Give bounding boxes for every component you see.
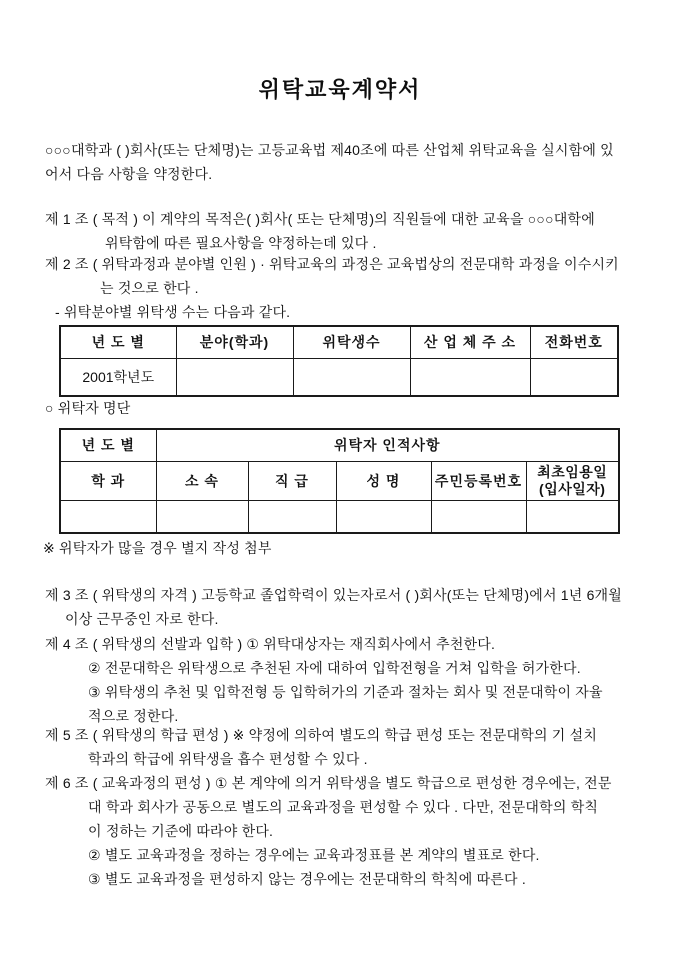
article-1-line-2: 위탁함에 따른 필요사항을 약정하는데 있다 .	[105, 235, 377, 251]
roster-top-header-row	[60, 429, 619, 461]
article-6-line-5: ③ 별도 교육과정을 편성하지 않는 경우에는 전문대학의 학칙에 따른다 .	[88, 871, 526, 887]
article-5	[45, 723, 646, 771]
article-3	[45, 583, 646, 631]
cell-field	[176, 358, 293, 396]
roster-label-text: ○ 위탁자 명단	[45, 400, 131, 416]
attachment-note-text: ※ 위탁자가 많을 경우 별지 작성 첨부	[43, 540, 272, 556]
header-affiliation: 소 속	[156, 461, 248, 500]
article-6-line-3: 이 정하는 기준에 따라야 한다.	[88, 823, 274, 839]
article-2-line-1: 제 2 조 ( 위탁과정과 분야별 인원 ) · 위탁교육의 과정은 교육법상의 전문대학 과정을 이수시키	[45, 256, 619, 272]
header-first-appointment	[526, 461, 619, 500]
article-6-line-4: ② 별도 교육과정을 정하는 경우에는 교육과정표를 본 계약의 별표로 한다.	[88, 847, 540, 863]
header-first-appointment-line-2: (입사일자)	[539, 480, 606, 497]
cell-name	[336, 500, 431, 533]
roster-label	[45, 396, 130, 420]
trainee-count-data-row	[60, 358, 618, 396]
article-1	[45, 207, 646, 255]
cell-first-appointment	[526, 500, 619, 533]
roster-sub-header-row	[60, 461, 619, 500]
article-5-line-2: 학과의 학급에 위탁생을 흡수 편성할 수 있다 .	[88, 751, 368, 767]
header-position: 직 급	[248, 461, 336, 500]
article-2-dash-line: - 위탁분야별 위탁생 수는 다음과 같다.	[55, 304, 291, 320]
header-first-appointment-line-1: 최초임용일	[537, 463, 608, 480]
header-personal-info: 위탁자 인적사항	[156, 429, 619, 461]
cell-company-address	[410, 358, 530, 396]
article-3-line-2: 이상 근무중인 자로 한다.	[65, 611, 219, 627]
article-4-line-2: ② 전문대학은 위탁생으로 추천된 자에 대하여 입학전형을 거쳐 입학을 허가한다.	[88, 660, 581, 676]
article-6	[45, 771, 646, 891]
trainee-roster-table	[59, 428, 620, 534]
header-resident-id: 주민등록번호	[431, 461, 526, 500]
header-department: 학 과	[60, 461, 156, 500]
cell-trainee-count	[293, 358, 410, 396]
article-4-line-3: ③ 위탁생의 추천 및 입학전형 등 입학허가의 기준과 절차는 회사 및 전문대학이 자율	[88, 684, 603, 700]
trainee-count-header-row	[60, 326, 618, 358]
cell-position	[248, 500, 336, 533]
header-company-address: 산 업 체 주 소	[410, 326, 530, 358]
document-title: 위탁교육계약서	[258, 77, 422, 102]
header-year-group: 년 도 별	[60, 429, 156, 461]
article-6-line-2: 대 학과 회사가 공동으로 별도의 교육과정을 편성할 수 있다 . 다만, 전문대학의 학칙	[88, 799, 599, 815]
header-year: 년 도 별	[60, 326, 176, 358]
article-2-line-2: 는 것으로 한다 .	[100, 280, 199, 296]
cell-affiliation	[156, 500, 248, 533]
intro-paragraph	[45, 138, 646, 186]
article-2	[45, 252, 646, 324]
article-5-line-1: 제 5 조 ( 위탁생의 학급 편성 ) ※ 약정에 의하여 별도의 학급 편성 또는 전문대학의 기 설치	[45, 727, 598, 743]
cell-department	[60, 500, 156, 533]
attachment-note	[43, 536, 272, 560]
article-4-line-4: 적으로 정한다.	[88, 708, 179, 724]
header-trainee-count: 위탁생수	[293, 326, 410, 358]
intro-line-1: ○○○대학과 ( )회사(또는 단체명)는 고등교육법 제40조에 따른 산업체 위탁교육을 실시함에 있	[45, 142, 614, 158]
article-4	[45, 632, 646, 728]
intro-line-2: 어서 다음 사항을 약정한다.	[45, 166, 213, 182]
header-phone: 전화번호	[530, 326, 618, 358]
cell-resident-id	[431, 500, 526, 533]
article-4-line-1: 제 4 조 ( 위탁생의 선발과 입학 ) ① 위탁대상자는 재직회사에서 추천한다.	[45, 636, 496, 652]
article-1-line-1: 제 1 조 ( 목적 ) 이 계약의 목적은( )회사( 또는 단체명)의 직원들에 대한 교육을 ○○○대학에	[45, 211, 595, 227]
trainee-count-table	[59, 325, 619, 397]
header-name: 성 명	[336, 461, 431, 500]
cell-year: 2001학년도	[60, 358, 176, 396]
cell-phone	[530, 358, 618, 396]
roster-data-row	[60, 500, 619, 533]
header-field: 분야(학과)	[176, 326, 293, 358]
article-3-line-1: 제 3 조 ( 위탁생의 자격 ) 고등학교 졸업학력이 있는자로서 ( )회사(또는 단체명)에서 1년 6개월	[45, 587, 622, 603]
article-6-line-1: 제 6 조 ( 교육과정의 편성 ) ① 본 계약에 의거 위탁생을 별도 학급으로 편성한 경우에는, 전문	[45, 775, 612, 791]
